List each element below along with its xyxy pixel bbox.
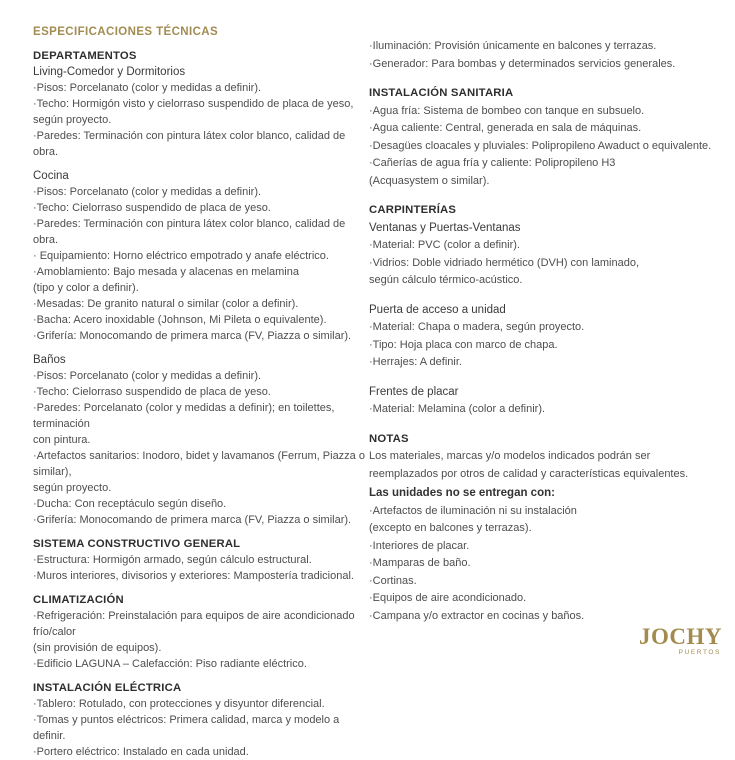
section-heading: CARPINTERÍAS	[369, 204, 457, 216]
spec-item: ·Vidrios: Doble vidriado hermético (DVH) con laminado, según cálculo térmico-acústico.	[369, 256, 640, 286]
spec-item: ·Material: Melamina (color a definir).	[369, 403, 546, 415]
section-sistema-constructivo-general	[33, 536, 367, 584]
spec-item: ·Mesadas: De granito natural o similar (color a definir).	[33, 298, 299, 310]
spec-item: ·Herrajes: A definir.	[369, 356, 462, 368]
spec-item: ·Estructura: Hormigón armado, según cálculo estructural.	[33, 554, 312, 566]
spec-item: ·Amoblamiento: Bajo mesada y alacenas en melamina (tipo y color a definir).	[33, 266, 299, 294]
spec-item: ·Agua caliente: Central, generada en sala de máquinas.	[369, 122, 642, 134]
spec-item: ·Refrigeración: Preinstalación para equipos de aire acondicionado frío/calor (sin provisión de equipos).	[33, 610, 355, 654]
spec-item: ·Desagües cloacales y pluviales: Polipropileno Awaduct o equivalente.	[369, 139, 712, 152]
subsection-heading: Las unidades no se entregan con:	[369, 487, 555, 499]
section-continued	[369, 38, 721, 73]
spec-item: ·Paredes: Terminación con pintura látex color blanco, calidad de obra.	[33, 130, 346, 158]
spec-block	[369, 103, 721, 191]
block-banos	[33, 352, 367, 528]
spec-item: ·Tablero: Rotulado, con protecciones y disyuntor diferencial.	[33, 698, 325, 710]
section-heading: DEPARTAMENTOS	[33, 50, 137, 62]
section-instalacion-electrica	[33, 680, 367, 760]
spec-item: ·Cortinas.	[369, 574, 417, 587]
spec-item: ·Interiores de placar.	[369, 539, 470, 552]
block-ventanas-y-puertas-ventanas	[369, 220, 721, 290]
spec-item: ·Techo: Cielorraso suspendido de placa de yeso.	[33, 202, 271, 214]
spec-item: ·Generador: Para bombas y determinados servicios generales.	[369, 57, 676, 70]
section-notas	[369, 431, 721, 626]
spec-item: ·Grifería: Monocomando de primera marca (FV, Piazza o similar).	[33, 330, 352, 342]
spec-item: ·Bacha: Acero inoxidable (Johnson, Mi Pileta o equivalente).	[33, 314, 327, 326]
spec-item: ·Muros interiores, divisorios y exteriores: Mampostería tradicional.	[33, 570, 354, 582]
spec-item: ·Pisos: Porcelanato (color y medidas a definir).	[33, 186, 262, 198]
spec-block	[369, 38, 721, 73]
spec-item: ·Edificio LAGUNA – Calefacción: Piso radiante eléctrico.	[33, 658, 307, 670]
spec-block	[369, 448, 721, 483]
block-cocina	[33, 168, 367, 344]
spec-block	[33, 608, 367, 672]
spec-item: ·Paredes: Terminación con pintura látex color blanco, calidad de obra.	[33, 218, 346, 246]
block-puerta-de-acceso-a-unidad	[369, 302, 721, 372]
section-heading: NOTAS	[369, 432, 409, 445]
spec-item: ·Artefactos sanitarios: Inodoro, bidet y lavamanos (Ferrum, Piazza o similar), según proyecto.	[33, 450, 365, 494]
subsection-heading: Living-Comedor y Dormitorios	[33, 66, 186, 78]
section-heading: INSTALACIÓN ELÉCTRICA	[33, 682, 182, 694]
spec-item: ·Equipos de aire acondicionado.	[369, 592, 527, 604]
spec-item: ·Portero eléctrico: Instalado en cada unidad.	[33, 746, 249, 758]
spec-item: ·Tomas y puntos eléctricos: Primera calidad, marca y modelo a definir.	[33, 714, 340, 742]
right-column	[369, 38, 721, 625]
subsection-heading: Baños	[33, 354, 66, 366]
spec-item: ·Material: Chapa o madera, según proyecto.	[369, 321, 585, 333]
section-departamentos	[33, 48, 367, 528]
spec-item: ·Pisos: Porcelanato (color y medidas a definir).	[33, 82, 262, 94]
section-heading: CLIMATIZACIÓN	[33, 594, 124, 606]
spec-item: ·Campana y/o extractor en cocinas y baños.	[369, 609, 585, 622]
spec-item: ·Tipo: Hoja placa con marco de chapa.	[369, 338, 558, 351]
logo-tagline-text: PUERTOS	[678, 649, 721, 656]
subsection-heading: Cocina	[33, 170, 69, 182]
spec-item: ·Pisos: Porcelanato (color y medidas a definir).	[33, 370, 262, 382]
spec-item: ·Paredes: Porcelanato (color y medidas a definir); en toilettes, terminación con pintura.	[33, 402, 335, 446]
spec-item: ·Agua fría: Sistema de bombeo con tanque en subsuelo.	[369, 104, 645, 117]
section-heading: INSTALACIÓN SANITARIA	[369, 87, 514, 99]
subsection-heading: Ventanas y Puertas-Ventanas	[369, 221, 521, 234]
section-heading: SISTEMA CONSTRUCTIVO GENERAL	[33, 538, 241, 550]
brand-logo	[639, 625, 722, 656]
block-frentes-de-placar	[369, 384, 721, 419]
spec-item: · Equipamiento: Horno eléctrico empotrado y anafe eléctrico.	[33, 250, 329, 262]
spec-item: ·Material: PVC (color a definir).	[369, 239, 520, 251]
logo-brand-text: JOCHY	[639, 624, 722, 649]
section-instalacion-sanitaria	[369, 85, 721, 190]
spec-block	[33, 552, 367, 584]
spec-item: ·Cañerías de agua fría y caliente: Polipropileno H3 (Acquasystem o similar).	[369, 157, 616, 187]
page-title: ESPECIFICACIONES TÉCNICAS	[33, 26, 219, 38]
block-las-unidades-no-se-entregan-con	[369, 485, 721, 625]
section-carpinterias	[369, 202, 721, 419]
spec-item: ·Mamparas de baño.	[369, 557, 471, 569]
spec-item: ·Techo: Cielorraso suspendido de placa de yeso.	[33, 386, 271, 398]
subsection-heading: Puerta de acceso a unidad	[369, 303, 506, 316]
left-column	[33, 24, 367, 760]
notes-paragraph: Los materiales, marcas y/o modelos indicados podrán ser reemplazados por otros de calidad y características equivalentes.	[369, 450, 689, 480]
spec-item: ·Grifería: Monocomando de primera marca (FV, Piazza o similar).	[33, 514, 352, 526]
section-climatizacion	[33, 592, 367, 672]
block-living-comedor-y-dormitorios	[33, 64, 367, 160]
spec-block	[33, 696, 367, 760]
spec-item: ·Ducha: Con receptáculo según diseño.	[33, 498, 227, 510]
subsection-heading: Frentes de placar	[369, 385, 459, 398]
spec-item: ·Techo: Hormigón visto y cielorraso suspendido de placa de yeso, según proyecto.	[33, 98, 354, 126]
spec-item: ·Iluminación: Provisión únicamente en balcones y terrazas.	[369, 40, 657, 52]
spec-item: ·Artefactos de iluminación ni su instalación (excepto en balcones y terrazas).	[369, 504, 577, 534]
